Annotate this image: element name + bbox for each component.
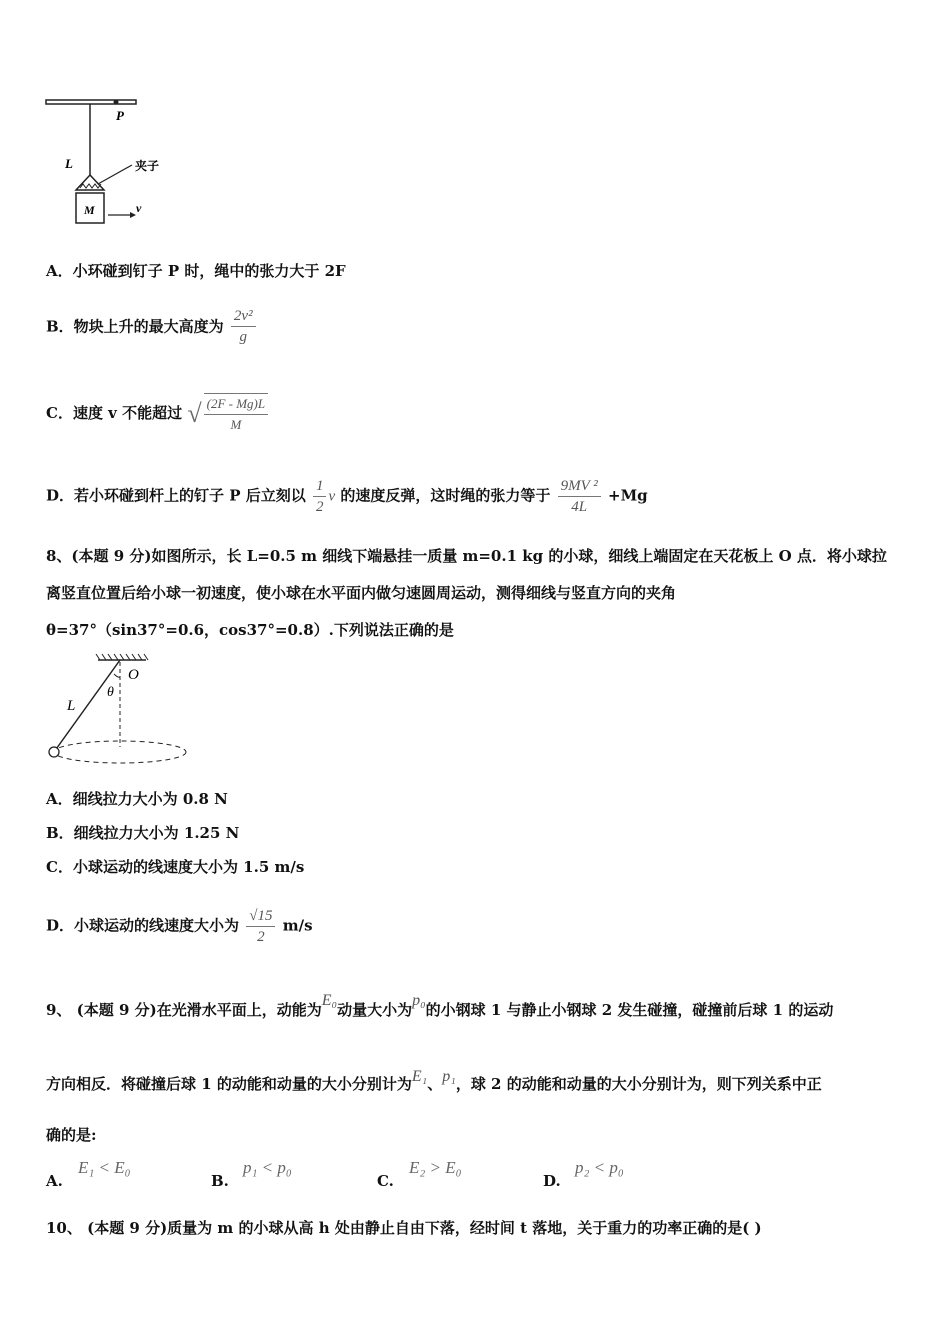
q9-l1b: 动量大小为	[337, 1001, 413, 1019]
q7-d-denominator: 4L	[571, 499, 588, 515]
q8-option-d-text: D．小球运动的线速度大小为	[46, 916, 240, 935]
q7-d-half-den: 2	[315, 499, 324, 515]
label-o: O	[128, 667, 139, 683]
q9-p1: p₁	[442, 1068, 456, 1085]
q9-l1a: 9、 (本题 9 分)在光滑水平面上，动能为	[46, 1001, 322, 1019]
q9-option-b-expr: p₁ < p₀	[243, 1158, 292, 1177]
q7-c-denominator: M	[230, 417, 242, 432]
label-l: L	[65, 156, 73, 171]
q9-l2c: ，球 2 的动能和动量的大小分别计为，则下列关系中正	[455, 1075, 822, 1093]
q9-stem-line3: 确的是:	[46, 1126, 97, 1144]
q9-stem-line2	[46, 1068, 822, 1095]
label-l: L	[67, 698, 76, 714]
q8-option-b: B．细线拉力大小为 1.25 N	[46, 824, 240, 842]
q9-e0: E₀	[321, 992, 338, 1009]
q9-option-a-label: A.	[46, 1172, 63, 1190]
q8-option-d	[46, 906, 313, 947]
q7-option-c: C．速度 v 不能超过 √ $\frac{(2F - Mg)L}{M}$	[46, 393, 270, 435]
q8-d-denominator: 2	[257, 929, 265, 945]
q9-option-c-label: C.	[377, 1172, 394, 1190]
q7-option-d	[46, 476, 648, 517]
label-p: P	[116, 108, 124, 123]
q9-e1: E₁	[411, 1068, 428, 1085]
q8-option-c: C．小球运动的线速度大小为 1.5 m/s	[46, 858, 305, 876]
q10-stem: 10、 (本题 9 分)质量为 m 的小球从高 h 处由静止自由下落，经时间 t 落地，关于重力的功率正确的是( )	[46, 1219, 762, 1237]
q8-d-numerator: √15	[246, 906, 275, 927]
q9-option-c-expr: E₂ > E₀	[409, 1158, 462, 1177]
q7-option-b	[46, 308, 258, 347]
q9-stem-line1	[46, 992, 834, 1021]
q9-option-a-expr: E₁ < E₀	[78, 1158, 131, 1177]
q9-option-d-label: D.	[543, 1172, 561, 1190]
q8-d-unit: m/s	[282, 916, 313, 935]
conical-pendulum-figure	[44, 652, 194, 767]
q8-option-a: A．细线拉力大小为 0.8 N	[46, 790, 228, 808]
q7-option-d-text2: 的速度反弹，这时绳的张力等于	[340, 486, 551, 505]
label-v: v	[136, 201, 142, 215]
q8-stem-line1: 8、(本题 9 分)如图所示，长 L=0.5 m 细线下端悬挂一质量 m=0.1 kg 的小球，细线上端固定在天花板上 O 点．将小球拉	[46, 547, 887, 565]
q7-d-numerator: 9MV ²	[558, 476, 601, 497]
q7-option-d-text3: +Mg	[608, 486, 648, 505]
q7-b-denominator: g	[239, 329, 247, 345]
q7-option-d-text1: D．若小环碰到杆上的钉子 P 后立刻以	[46, 486, 306, 505]
q9-l1c: 的小钢球 1 与静止小钢球 2 发生碰撞，碰撞前后球 1 的运动	[425, 1001, 834, 1019]
label-m: M	[84, 203, 95, 217]
q9-l2b: 、	[427, 1075, 443, 1093]
q9-option-d-expr: p₂ < p₀	[575, 1158, 624, 1177]
q9-p0: p₀	[412, 992, 426, 1009]
q9-option-b-label: B.	[211, 1172, 229, 1190]
q7-option-a: A．小环碰到钉子 P 时，绳中的张力大于 2F	[46, 262, 346, 280]
q9-l2a: 方向相反．将碰撞后球 1 的动能和动量的大小分别计为	[46, 1075, 412, 1093]
q7-option-b-text: B．物块上升的最大高度为	[46, 317, 224, 336]
q7-c-numerator: (2F - Mg)L	[204, 394, 269, 415]
q8-stem-line3: θ=37°（sin37°=0.6，cos37°=0.8）.下列说法正确的是	[46, 621, 454, 639]
q8-stem-line2: 离竖直位置后给小球一初速度，使小球在水平面内做匀速圆周运动，测得细线与竖直方向的夹角	[46, 584, 677, 602]
q7-d-v: v	[328, 488, 336, 505]
q7-option-c-text: C．速度 v 不能超过	[46, 404, 183, 422]
label-clip: 夹子	[135, 159, 160, 173]
label-theta: θ	[107, 685, 114, 700]
q7-d-half-num: 1	[313, 476, 327, 497]
pendulum-clip-figure	[40, 90, 180, 235]
q7-b-numerator: 2v²	[231, 306, 256, 327]
